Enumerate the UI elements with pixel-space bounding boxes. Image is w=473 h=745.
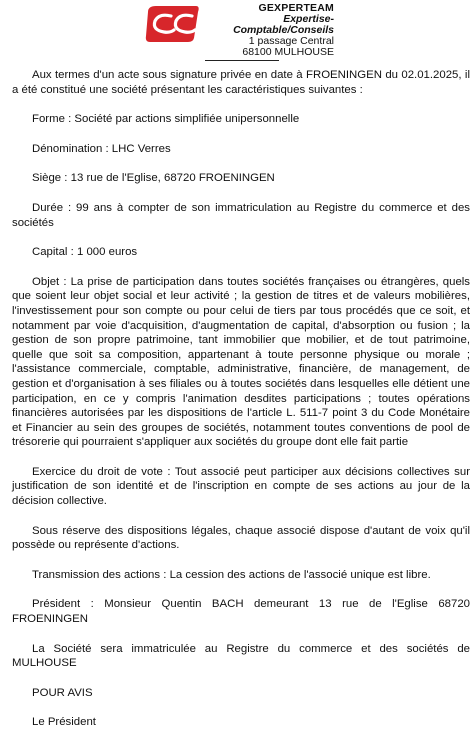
notice-reserve: Sous réserve des dispositions légales, chaque associé dispose d'autant de voix qu'il possède ou représente d'actions. (12, 524, 470, 552)
notice-vote: Exercice du droit de vote : Tout associé peut participer aux décisions collectives sur justification de son identité et de l'inscription en compte de ses actions au jour de la décision collective. (12, 465, 470, 508)
notice-intro: Aux termes d'un acte sous signature privée en date à FROENINGEN du 02.01.2025, il a été constitué une société présentant les caractéristiques suivantes : (12, 69, 470, 96)
notice-duree: Durée : 99 ans à compter de son immatriculation au Registre du commerce et des sociétés (12, 201, 470, 229)
legal-notice (12, 68, 470, 745)
notice-immatriculation: La Société sera immatriculée au Registre du commerce et des sociétés de MULHOUSE (12, 642, 470, 670)
notice-pour-avis: POUR AVIS (32, 686, 93, 699)
notice-objet: Objet : La prise de participation dans toutes sociétés françaises ou étrangères, quels que soient leur objet social et leur activité ; la gestion de titres et de valeurs mobilières, l'investissement pour son compte ou pour celui de tiers par tous procédés que ce soit, et notamment par voie d'acquisition, d'augmentation de capital, d'absorption ou fusion ; la gestion de son propre patrimoine, tant immobilier que mobilier, et de tout patrimoine, quelle que soit sa composition, appartenant à toute personne physique ou morale ; l'assistance commerciale, comptable, administrative, financière, de management, de gestion et d'organisation à ses filiales ou à toutes sociétés dans lesquelles elle détient une participation, en ce y compris l'animation desdites participations ; toutes opérations financières autorisées par les dispositions de l'article L. 511-7 point 3 du Code Monétaire et Financier au sein des groupes de sociétés, notamment toutes conventions de pool de trésorerie qui pourraient s'appliquer aux sociétés du groupe dont elle fait partie (12, 275, 470, 449)
notice-forme: Forme : Société par actions simplifiée unipersonnelle (32, 113, 300, 126)
notice-president: Président : Monsieur Quentin BACH demeurant 13 rue de l'Eglise 68720 FROENINGEN (12, 598, 470, 626)
letterhead (0, 0, 473, 60)
notice-transmission: Transmission des actions : La cession des actions de l'associé unique est libre. (32, 568, 431, 581)
notice-signature: Le Président (32, 716, 96, 729)
firm-address-line2: 68100 MULHOUSE (242, 46, 334, 58)
firm-address-line1: 1 passage Central (248, 35, 334, 47)
notice-siege: Siège : 13 rue de l'Eglise, 68720 FROENINGEN (32, 172, 275, 185)
notice-capital: Capital : 1 000 euros (32, 246, 138, 259)
header-divider (205, 60, 279, 61)
gexperteam-logo (144, 4, 200, 44)
firm-tagline: Expertise-Comptable/Conseils (233, 13, 334, 36)
firm-block (204, 3, 334, 58)
notice-denomination: Dénomination : LHC Verres (32, 142, 171, 155)
firm-name: GEXPERTEAM (258, 2, 334, 14)
